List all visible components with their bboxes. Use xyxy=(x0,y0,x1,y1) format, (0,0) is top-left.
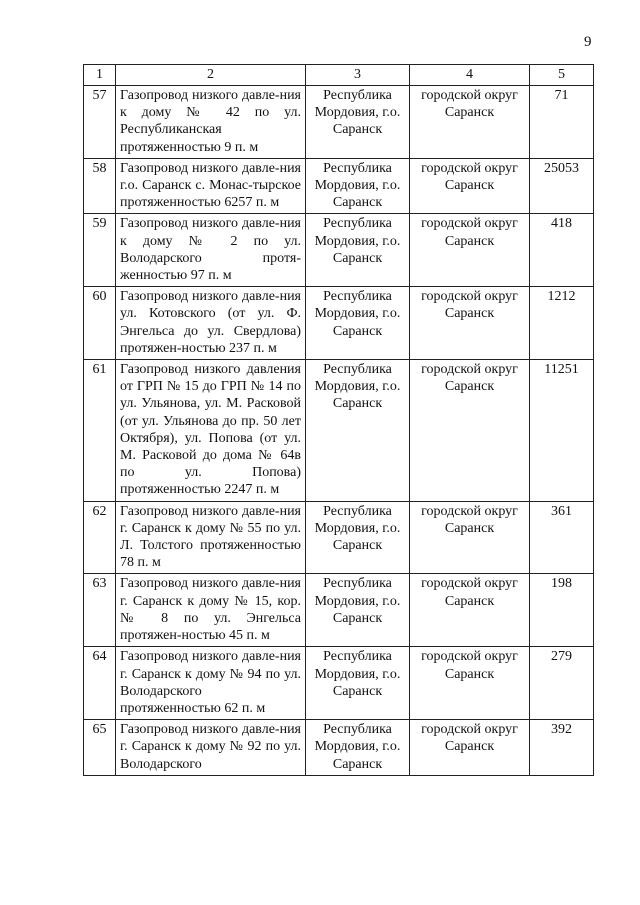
registry-table-body xyxy=(84,65,594,776)
value-cell: 25053 xyxy=(530,158,594,214)
owner-cell: городской округ Саранск xyxy=(410,501,530,574)
row-number-cell: 65 xyxy=(84,720,116,776)
header-cell-3: 3 xyxy=(306,65,410,86)
table-row xyxy=(84,158,594,214)
value-cell: 1212 xyxy=(530,287,594,360)
object-name-cell: Газопровод низкого давле-ния ул. Котовского (от ул. Ф. Энгельса до ул. Свердлова) протяжен-ностью 237 п. м xyxy=(116,287,306,360)
value-cell: 279 xyxy=(530,647,594,720)
owner-cell: городской округ Саранск xyxy=(410,214,530,287)
location-cell: Республика Мордовия, г.о. Саранск xyxy=(306,158,410,214)
owner-cell: городской округ Саранск xyxy=(410,86,530,159)
object-name-cell: Газопровод низкого давле-ния г. Саранск к дому № 15, кор. № 8 по ул. Энгельса протяжен-ностью 45 п. м xyxy=(116,574,306,647)
owner-cell: городской округ Саранск xyxy=(410,647,530,720)
object-name-cell: Газопровод низкого давле-ния к дому № 42 по ул. Республиканская протяженностью 9 п. м xyxy=(116,86,306,159)
location-cell: Республика Мордовия, г.о. Саранск xyxy=(306,214,410,287)
location-cell: Республика Мордовия, г.о. Саранск xyxy=(306,86,410,159)
value-cell: 361 xyxy=(530,501,594,574)
table-row xyxy=(84,214,594,287)
header-cell-1: 1 xyxy=(84,65,116,86)
table-row xyxy=(84,720,594,776)
table-row xyxy=(84,86,594,159)
owner-cell: городской округ Саранск xyxy=(410,574,530,647)
value-cell: 392 xyxy=(530,720,594,776)
owner-cell: городской округ Саранск xyxy=(410,720,530,776)
page-number: 9 xyxy=(584,34,592,50)
value-cell: 418 xyxy=(530,214,594,287)
value-cell: 11251 xyxy=(530,360,594,502)
table-row xyxy=(84,287,594,360)
object-name-cell: Газопровод низкого давле-ния г. Саранск к дому № 94 по ул. Володарского протяженностью 62 п. м xyxy=(116,647,306,720)
object-name-cell: Газопровод низкого давле-ния к дому № 2 по ул. Володарского протя-женностью 97 п. м xyxy=(116,214,306,287)
row-number-cell: 59 xyxy=(84,214,116,287)
row-number-cell: 57 xyxy=(84,86,116,159)
row-number-cell: 61 xyxy=(84,360,116,502)
header-cell-2: 2 xyxy=(116,65,306,86)
location-cell: Республика Мордовия, г.о. Саранск xyxy=(306,647,410,720)
location-cell: Республика Мордовия, г.о. Саранск xyxy=(306,720,410,776)
row-number-cell: 62 xyxy=(84,501,116,574)
object-name-cell: Газопровод низкого давле-ния г. Саранск к дому № 55 по ул. Л. Толстого протяженностью 78 п. м xyxy=(116,501,306,574)
owner-cell: городской округ Саранск xyxy=(410,158,530,214)
header-cell-4: 4 xyxy=(410,65,530,86)
owner-cell: городской округ Саранск xyxy=(410,360,530,502)
table-row xyxy=(84,574,594,647)
location-cell: Республика Мордовия, г.о. Саранск xyxy=(306,574,410,647)
value-cell: 198 xyxy=(530,574,594,647)
header-row xyxy=(84,65,594,86)
object-name-cell: Газопровод низкого давле-ния г.о. Саранск с. Монас-тырское протяженностью 6257 п. м xyxy=(116,158,306,214)
table-row xyxy=(84,501,594,574)
location-cell: Республика Мордовия, г.о. Саранск xyxy=(306,360,410,502)
row-number-cell: 64 xyxy=(84,647,116,720)
object-name-cell: Газопровод низкого давления от ГРП № 15 до ГРП № 14 по ул. Ульянова, ул. М. Расковой (от ул. Ульянова до пр. 50 лет Октября), ул. Попова (от ул. М. Расковой до дома № 64в по ул. Попова) протяженностью 2247 п. м xyxy=(116,360,306,502)
owner-cell: городской округ Саранск xyxy=(410,287,530,360)
location-cell: Республика Мордовия, г.о. Саранск xyxy=(306,287,410,360)
value-cell: 71 xyxy=(530,86,594,159)
object-name-cell: Газопровод низкого давле-ния г. Саранск к дому № 92 по ул. Володарского xyxy=(116,720,306,776)
table-row xyxy=(84,360,594,502)
location-cell: Республика Мордовия, г.о. Саранск xyxy=(306,501,410,574)
header-cell-5: 5 xyxy=(530,65,594,86)
row-number-cell: 63 xyxy=(84,574,116,647)
registry-table xyxy=(83,64,594,776)
row-number-cell: 58 xyxy=(84,158,116,214)
table-row xyxy=(84,647,594,720)
row-number-cell: 60 xyxy=(84,287,116,360)
